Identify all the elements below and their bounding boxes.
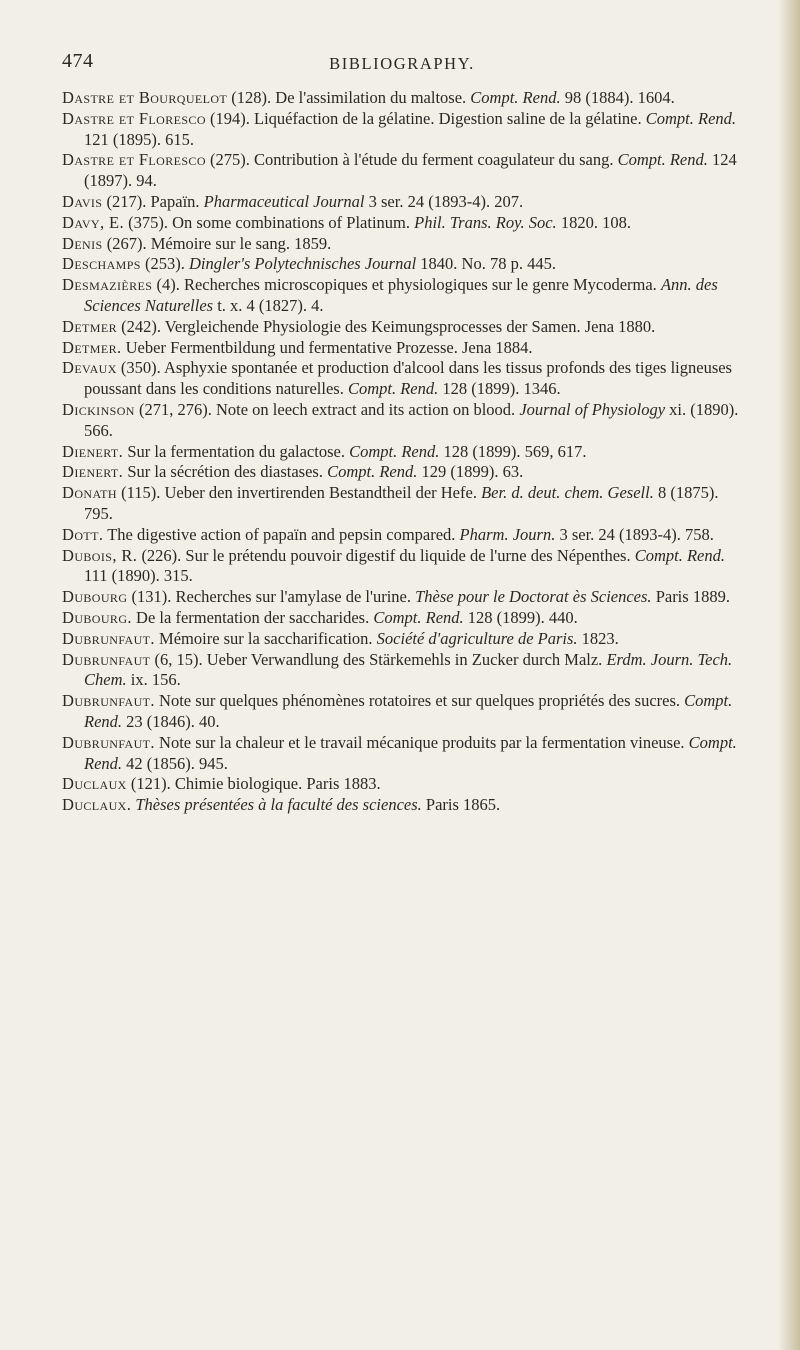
entry-author: Davy, E. [62, 212, 125, 232]
entry-text: 128 (1899). 440. [463, 607, 578, 627]
entry-journal: Erdm. Journ. Tech. Chem. [84, 649, 733, 690]
entry-text: xi. (1890). 566. [84, 399, 739, 440]
bibliography-entry [62, 213, 742, 234]
entry-text: (121). Chimie biologique. Paris 1883. [126, 774, 381, 794]
entry-text: 128 (1899). 569, 617. [439, 441, 587, 461]
entry-text: Sur la fermentation du galactose. [123, 441, 350, 461]
entry-text: (6, 15). Ueber Verwandlung des Stärkemehls in Zucker durch Malz. [150, 649, 607, 669]
entry-journal: Journal of Physiology [519, 399, 666, 419]
entry-text: (242). Vergleichende Physiologie des Keimungsprocesses der Samen. Jena 1880. [116, 316, 656, 336]
entry-author: Detmer [62, 316, 117, 336]
entry-author: Dickinson [62, 399, 135, 419]
page-header [62, 50, 742, 80]
entry-journal: Thèse pour le Doctorat ès Sciences. [415, 587, 652, 607]
entry-text: Paris 1889. [651, 587, 730, 607]
entry-text: 121 (1895). 615. [84, 129, 194, 149]
bibliography-entry [62, 234, 742, 255]
entry-text: 1823. [577, 628, 619, 648]
entry-text: 124 (1897). 94. [84, 150, 737, 191]
bibliography-entry [62, 442, 742, 463]
entry-text: 129 (1899). 63. [417, 462, 524, 482]
entry-author: Davis [62, 191, 103, 211]
entry-journal: Compt. Rend. [327, 462, 418, 482]
entry-journal: Compt. Rend. [617, 150, 708, 170]
bibliography-entry [62, 650, 742, 692]
running-head: BIBLIOGRAPHY. [329, 54, 475, 73]
entry-journal: Thèses présentées à la faculté des sciences. [135, 795, 422, 815]
entry-author: Dubrunfaut. [62, 732, 155, 752]
bibliography-entry [62, 254, 742, 275]
bibliography-entry [62, 525, 742, 546]
entry-text: 3 ser. 24 (1893-4). 758. [555, 524, 714, 544]
entry-text: Note sur quelques phénomènes rotatoires et sur quelques propriétés des sucres. [154, 691, 685, 711]
entry-text: De la fermentation der saccharides. [131, 607, 374, 627]
entry-journal: Pharm. Journ. [459, 524, 556, 544]
entry-author: Dubrunfaut [62, 649, 151, 669]
entry-journal: Dingler's Polytechnisches Journal [189, 254, 417, 274]
entry-text: 1840. No. 78 p. 445. [416, 254, 556, 274]
entry-author: Devaux [62, 358, 117, 378]
entry-text: 42 (1856). 945. [122, 753, 228, 773]
entry-text: (267). Mémoire sur le sang. 1859. [102, 233, 332, 253]
entry-text: 111 (1890). 315. [84, 566, 193, 586]
entry-author: Dubois, R. [62, 545, 138, 565]
entry-author: Dubrunfaut. [62, 691, 155, 711]
entry-text: t. x. 4 (1827). 4. [213, 295, 324, 315]
entry-author: Dott. [62, 524, 104, 544]
entry-journal: Compt. Rend. [84, 732, 737, 773]
bibliography-entry [62, 546, 742, 588]
bibliography-entry [62, 150, 742, 192]
entry-author: Dastre et Floresco [62, 150, 206, 170]
entry-author: Dubourg [62, 587, 128, 607]
entry-author: Duclaux [62, 774, 127, 794]
entry-author: Dubrunfaut. [62, 628, 155, 648]
entry-journal: Compt. Rend. [349, 441, 440, 461]
entry-text: (226). Sur le prétendu pouvoir digestif du liquide de l'urne des Népenthes. [137, 545, 635, 565]
entry-journal: Compt. Rend. [645, 108, 737, 128]
bibliography-entry [62, 608, 742, 629]
entry-journal: Compt. Rend. [373, 607, 464, 627]
bibliography-entry [62, 629, 742, 650]
bibliography-entry [62, 109, 742, 151]
entry-journal: Phil. Trans. Roy. Soc. [414, 212, 557, 232]
entry-author: Detmer. [62, 337, 122, 357]
entry-text: 8 (1875). 795. [84, 483, 719, 523]
bibliography-entry [62, 88, 742, 109]
entry-journal: Compt. Rend. [470, 88, 561, 107]
entry-author: Deschamps [62, 254, 141, 274]
entry-author: Dastre et Floresco [62, 108, 206, 128]
bibliography-entry [62, 733, 742, 775]
entry-text: 3 ser. 24 (1893-4). 207. [364, 191, 524, 211]
bibliography-entry [62, 317, 742, 338]
entry-text: (194). Liquéfaction de la gélatine. Digestion saline de la gélatine. [205, 108, 646, 128]
bibliography-entry [62, 587, 742, 608]
entry-text: (253). [140, 254, 189, 274]
entry-text: Note sur la chaleur et le travail mécanique produits par la fermentation vineuse. [154, 732, 689, 752]
entry-text: 23 (1846). 40. [122, 711, 220, 731]
bibliography-entry [62, 338, 742, 359]
bibliography-entry [62, 400, 742, 442]
entry-text: 1820. 108. [556, 212, 631, 232]
entry-author: Dienert. [62, 462, 124, 482]
bibliography-entry [62, 795, 742, 816]
bibliography-entry [62, 691, 742, 733]
entry-text: 98 (1884). 1604. [560, 88, 675, 107]
entry-text: Mémoire sur la saccharification. [154, 628, 377, 648]
entry-text: The digestive action of papaïn and pepsin compared. [103, 524, 460, 544]
entry-text: (131). Recherches sur l'amylase de l'urine. [127, 587, 416, 607]
entry-text: Paris 1865. [421, 795, 501, 815]
entry-text: Sur la sécrétion des diastases. [123, 462, 328, 482]
entry-text: (128). De l'assimilation du maltose. [227, 88, 471, 107]
entry-text: (350). Asphyxie spontanée et production d'alcool dans les tissus profonds des tiges ligneuses poussant dans les conditions naturelles. [84, 358, 732, 399]
bibliography-list [62, 88, 742, 816]
page-edge-shading [778, 0, 800, 1350]
entry-author: Denis [62, 233, 103, 253]
entry-journal: Société d'agriculture de Paris. [376, 628, 578, 648]
bibliography-entry [62, 358, 742, 400]
entry-text: (271, 276). Note on leech extract and its action on blood. [134, 399, 520, 419]
entry-author: Desmazières [62, 275, 153, 295]
entry-journal: Compt. Rend. [634, 545, 726, 565]
entry-text: (375). On some combinations of Platinum. [124, 212, 415, 232]
entry-text: (4). Recherches microscopiques et physiologiques sur le genre Mycoderma. [152, 275, 661, 295]
entry-text: 128 (1899). 1346. [438, 379, 561, 399]
bibliography-entry [62, 192, 742, 213]
entry-author: Dubourg. [62, 607, 132, 627]
entry-text: ix. 156. [126, 670, 181, 690]
entry-author: Dienert. [62, 441, 124, 461]
entry-text: (115). Ueber den invertirenden Bestandtheil der Hefe. [116, 483, 482, 503]
bibliography-entry [62, 483, 742, 525]
bibliography-entry [62, 774, 742, 795]
entry-text: (275). Contribution à l'étude du ferment coagulateur du sang. [205, 150, 618, 170]
entry-journal: Ann. des Sciences Naturelles [84, 275, 718, 315]
entry-journal: Ber. d. deut. chem. Gesell. [481, 483, 654, 503]
entry-author: Dastre et Bourquelot [62, 88, 228, 107]
entry-journal: Compt. Rend. [84, 691, 733, 731]
entry-journal: Compt. Rend. [347, 379, 439, 399]
entry-text: Ueber Fermentbildung und fermentative Prozesse. Jena 1884. [121, 337, 533, 357]
entry-author: Donath [62, 483, 117, 503]
page-number: 474 [62, 50, 94, 72]
entry-journal: Pharmaceutical Journal [203, 191, 365, 211]
bibliography-entry [62, 275, 742, 317]
entry-text: (217). Papaïn. [102, 191, 204, 211]
bibliography-entry [62, 462, 742, 483]
entry-author: Duclaux. [62, 795, 132, 815]
